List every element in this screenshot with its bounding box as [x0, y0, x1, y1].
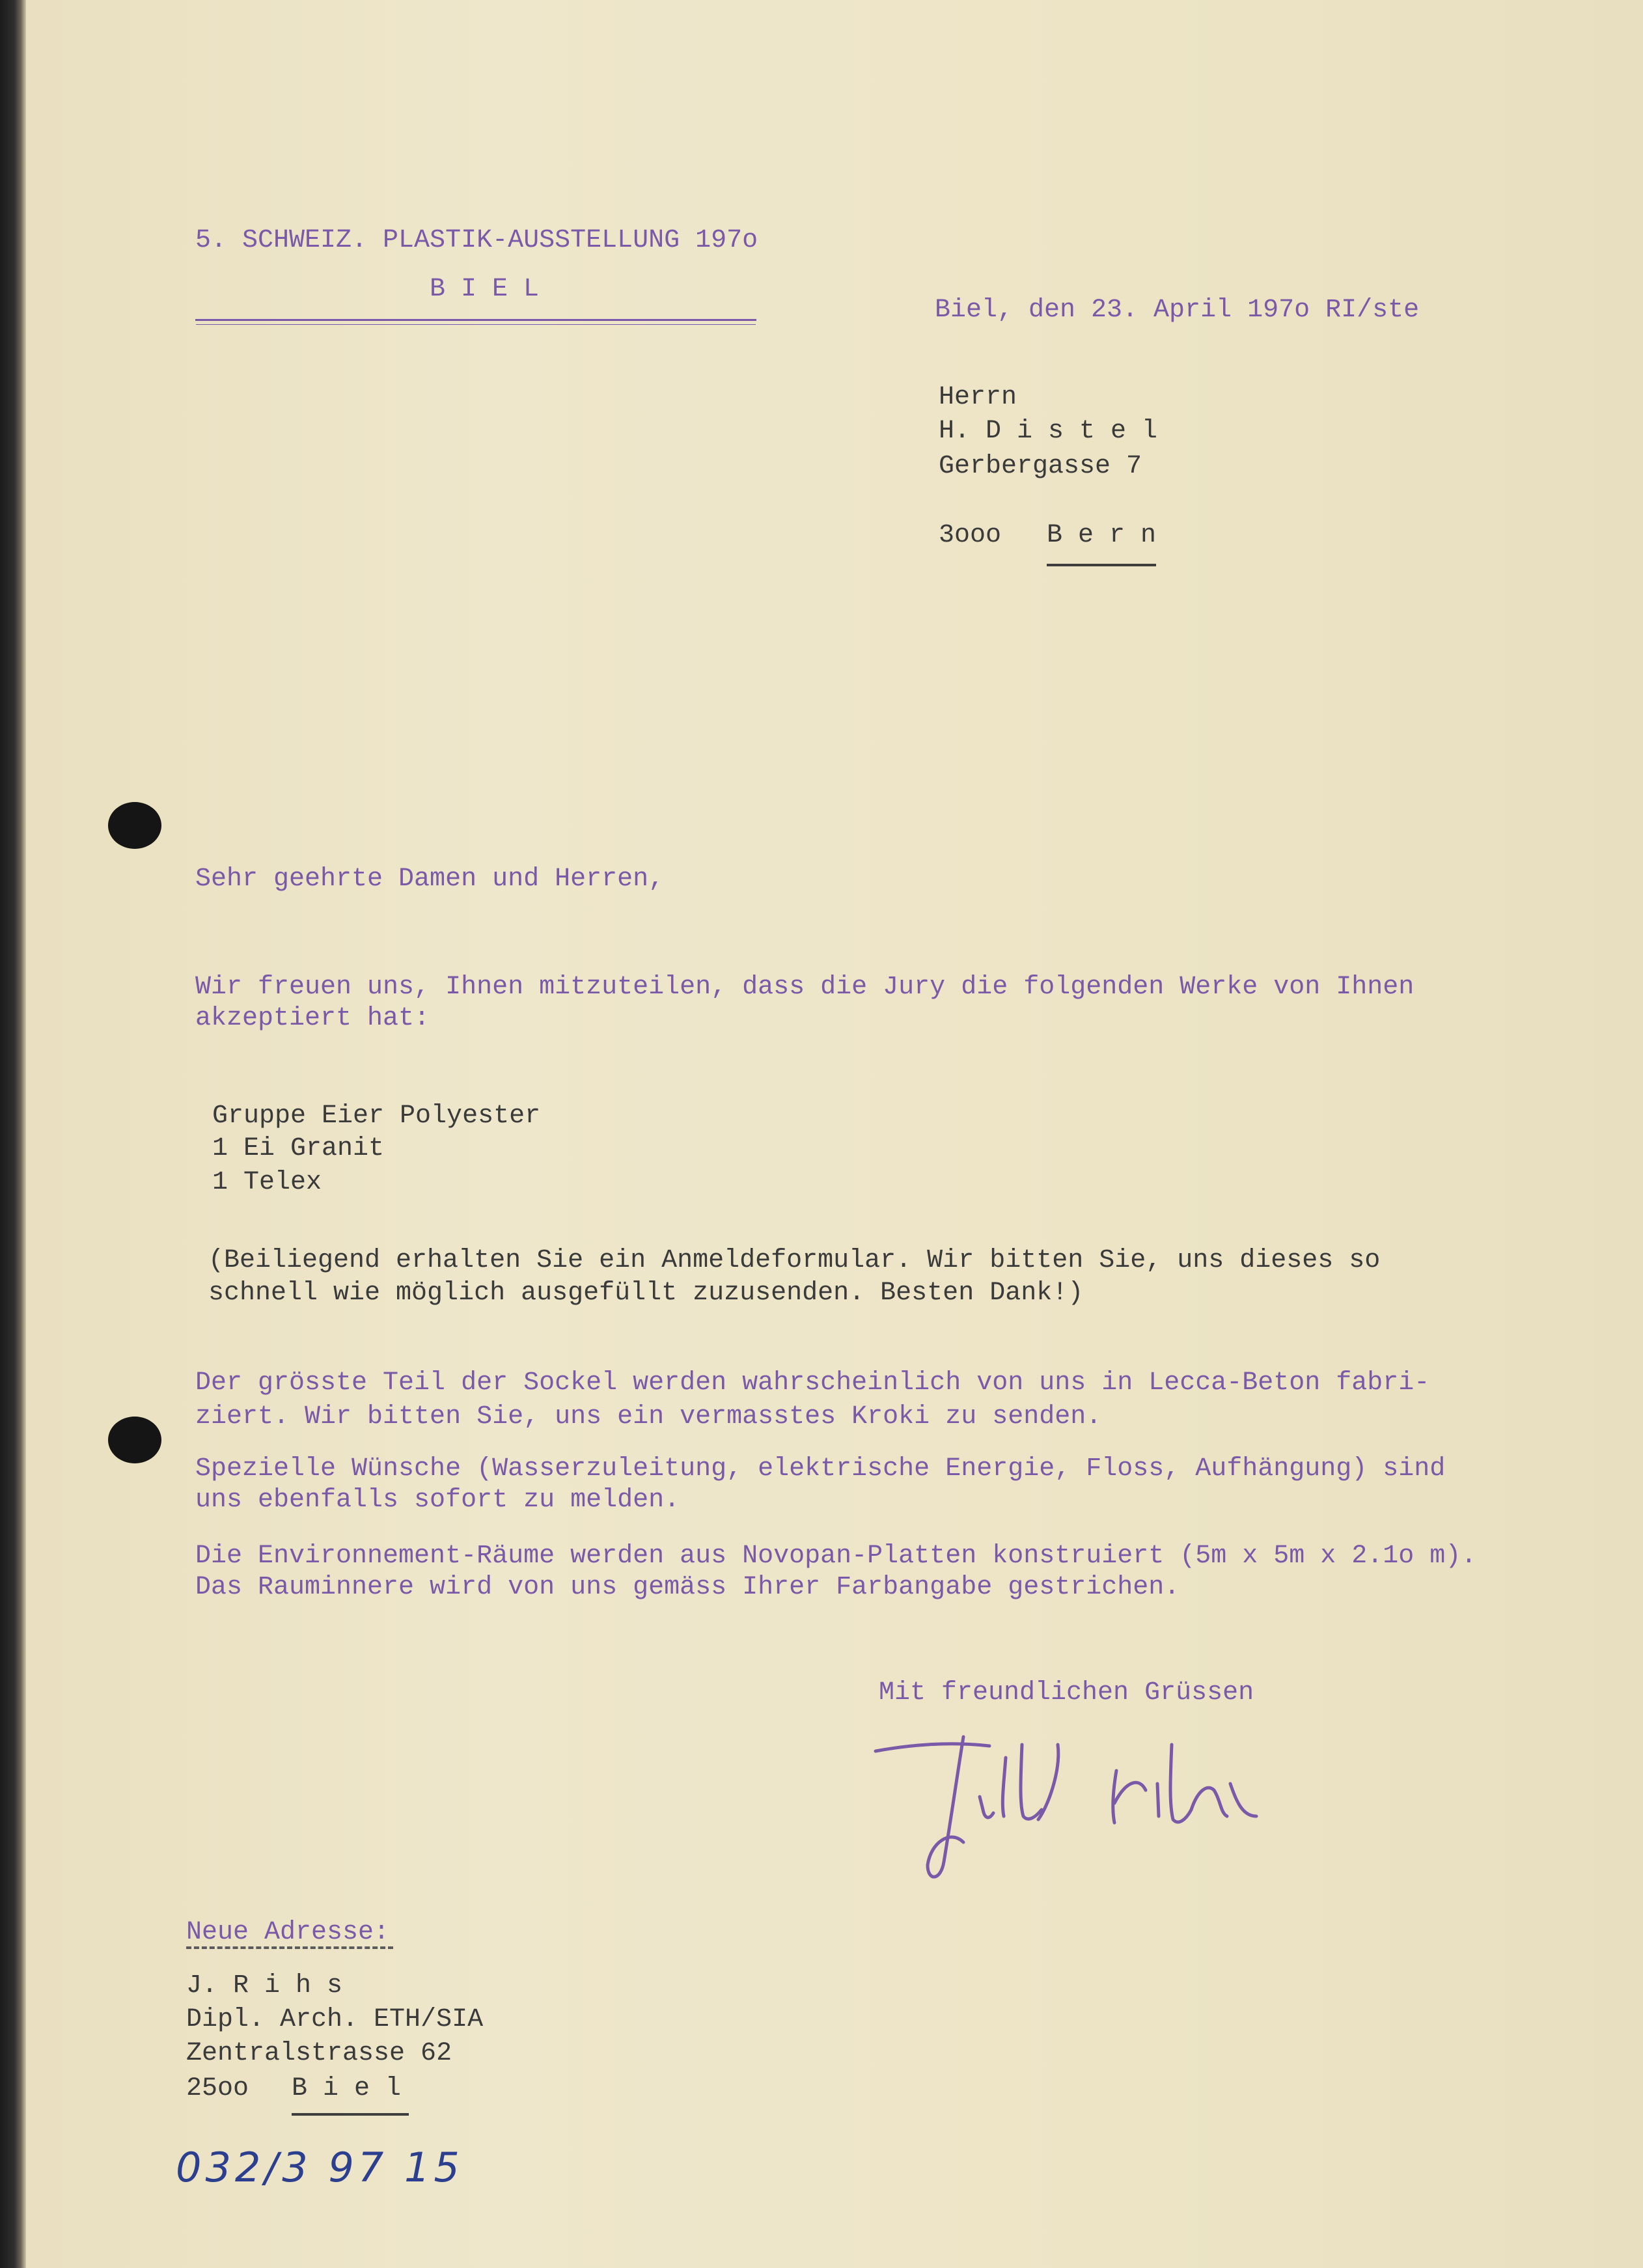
- handwritten-phone-number: 032/3 97 15: [176, 2144, 463, 2191]
- recipient-salutation: Herrn: [939, 383, 1017, 412]
- date-line: Biel, den 23. April 197o RI/ste: [935, 296, 1420, 325]
- new-address-city-underline: [292, 2113, 409, 2116]
- work-item-3: 1 Telex: [212, 1168, 322, 1197]
- new-address-name: J. R i h s: [186, 1971, 343, 2000]
- new-address-street: Zentralstrasse 62: [186, 2039, 452, 2068]
- letterhead-city: B I E L: [430, 275, 540, 304]
- closing: Mit freundlichen Grüssen: [879, 1678, 1254, 1708]
- rooms-line-2: Das Rauminnere wird von uns gemäss Ihrer Farbangabe gestrichen.: [195, 1573, 1180, 1602]
- folder-binding-edge: [0, 0, 26, 2268]
- recipient-name: H. D i s t e l: [939, 417, 1158, 446]
- letterhead-underline: [195, 319, 756, 321]
- wishes-line-1: Spezielle Wünsche (Wasserzuleitung, elektrische Energie, Floss, Aufhängung) sind: [195, 1454, 1446, 1484]
- note-line-1: (Beiliegend erhalten Sie ein Anmeldeformular. Wir bitten Sie, uns dieses so: [208, 1246, 1381, 1275]
- sockel-line-1: Der grösste Teil der Sockel werden wahrscheinlich von uns in Lecca-Beton fabri-: [195, 1368, 1430, 1398]
- greeting: Sehr geehrte Damen und Herren,: [195, 864, 665, 894]
- new-address-heading: Neue Adresse:: [186, 1918, 390, 1947]
- rooms-line-1: Die Environnement-Räume werden aus Novopan-Platten konstruiert (5m x 5m x 2.1o m).: [195, 1542, 1477, 1571]
- signature: [866, 1719, 1334, 1894]
- recipient-city: B e r n: [1047, 521, 1157, 550]
- note-line-2: schnell wie möglich ausgefüllt zuzusenden. Besten Dank!): [208, 1279, 1084, 1308]
- recipient-postcode: 3ooo: [939, 521, 1002, 550]
- work-item-2: 1 Ei Granit: [212, 1134, 385, 1163]
- punch-hole-top: [108, 802, 161, 849]
- letterhead-title: 5. SCHWEIZ. PLASTIK-AUSSTELLUNG 197o: [195, 226, 758, 255]
- new-address-city: B i e l: [292, 2074, 402, 2103]
- punch-hole-bottom: [108, 1417, 161, 1463]
- sockel-line-2: ziert. Wir bitten Sie, uns ein vermasstes Kroki zu senden.: [195, 1402, 1102, 1431]
- recipient-street: Gerbergasse 7: [939, 452, 1142, 481]
- intro-line-2: akzeptiert hat:: [195, 1004, 430, 1033]
- new-address-postcode: 25oo: [186, 2074, 249, 2103]
- new-address-title: Dipl. Arch. ETH/SIA: [186, 2005, 484, 2034]
- wishes-line-2: uns ebenfalls sofort zu melden.: [195, 1486, 680, 1515]
- new-address-heading-underline: [186, 1946, 393, 1949]
- work-item-1: Gruppe Eier Polyester: [212, 1101, 541, 1131]
- recipient-city-underline: [1047, 564, 1156, 566]
- intro-line-1: Wir freuen uns, Ihnen mitzuteilen, dass die Jury die folgenden Werke von Ihnen: [195, 973, 1415, 1002]
